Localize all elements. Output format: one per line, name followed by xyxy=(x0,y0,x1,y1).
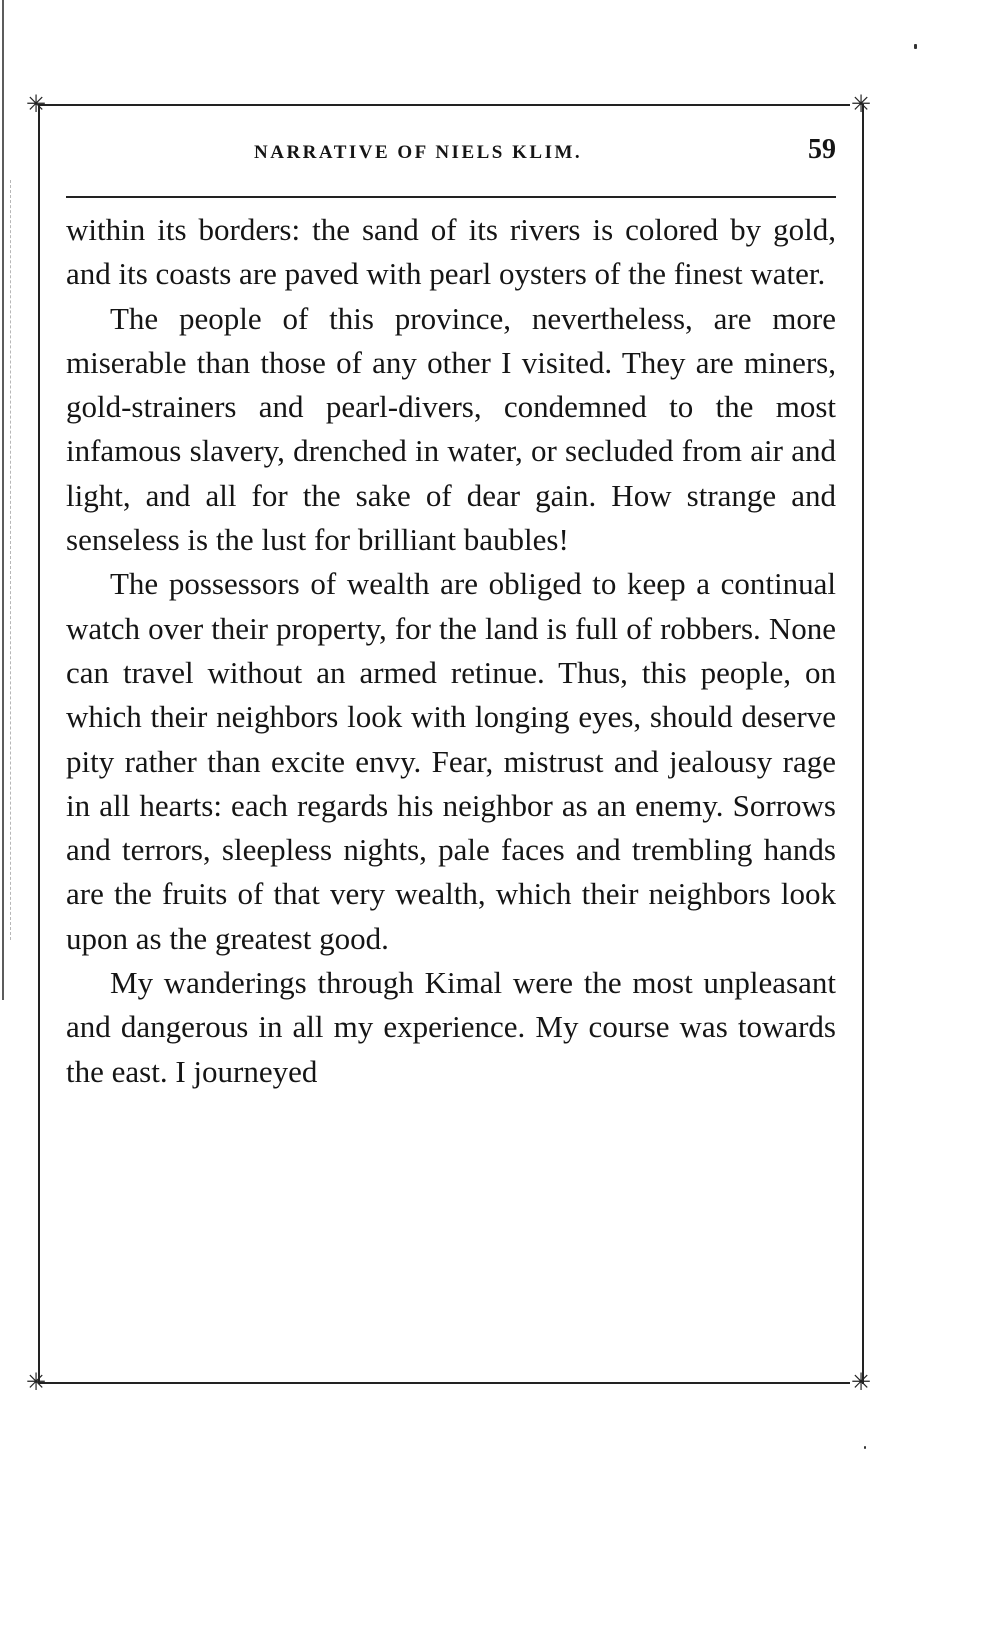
page-spine-edge xyxy=(2,0,5,1000)
page-spine-dots xyxy=(10,180,12,940)
paragraph-1: within its borders: the sand of its rivers is colored by gold, and its coasts are paved with pearl oysters of the finest water. xyxy=(66,212,836,292)
header-divider xyxy=(66,196,836,198)
frame-left-rule xyxy=(38,104,40,1384)
paragraph-4: My wanderings through Kimal were the most unpleasant and dangerous in all my experience. My course was towards the east. I journeyed xyxy=(66,965,836,1089)
running-head: NARRATIVE OF NIELS KLIM. xyxy=(254,142,583,163)
corner-star-bottom-right: ✳ xyxy=(851,1370,872,1396)
paragraph-3: The possessors of wealth are obliged to keep a continual watch over their property, for the land is full of robbers. None can travel without an armed retinue. Thus, this people, on which their neighbors look with longing eyes, should deserve pity rather than excite envy. Fear, mistrust and jealousy rage in all hearts: each regards his neighbor as an enemy. Sorrows and terrors, sleepless nights, pale faces and trembling hands are the fruits of that very wealth, which their neighbors look upon as the greatest good. xyxy=(66,566,836,956)
corner-star-bottom-left: ✳ xyxy=(26,1370,47,1396)
corner-star-top-left: ✳ xyxy=(26,92,47,118)
frame-top-rule xyxy=(40,104,850,106)
scan-speck xyxy=(864,1446,866,1449)
page-header xyxy=(66,130,836,174)
page-number: 59 xyxy=(808,134,836,165)
frame-bottom-rule xyxy=(40,1382,850,1384)
frame-right-rule xyxy=(862,104,864,1384)
paragraph-2: The people of this province, nevertheless, are more miserable than those of any other I visited. They are miners, gold-strainers and pearl-divers, condemned to the most infamous slavery, drenched in water, or secluded from air and light, and all for the sake of dear gain. How strange and senseless is the lust for brilliant baubles! xyxy=(66,300,836,558)
scan-speck xyxy=(914,44,917,49)
corner-star-top-right: ✳ xyxy=(851,92,872,118)
body-text xyxy=(66,208,836,1094)
